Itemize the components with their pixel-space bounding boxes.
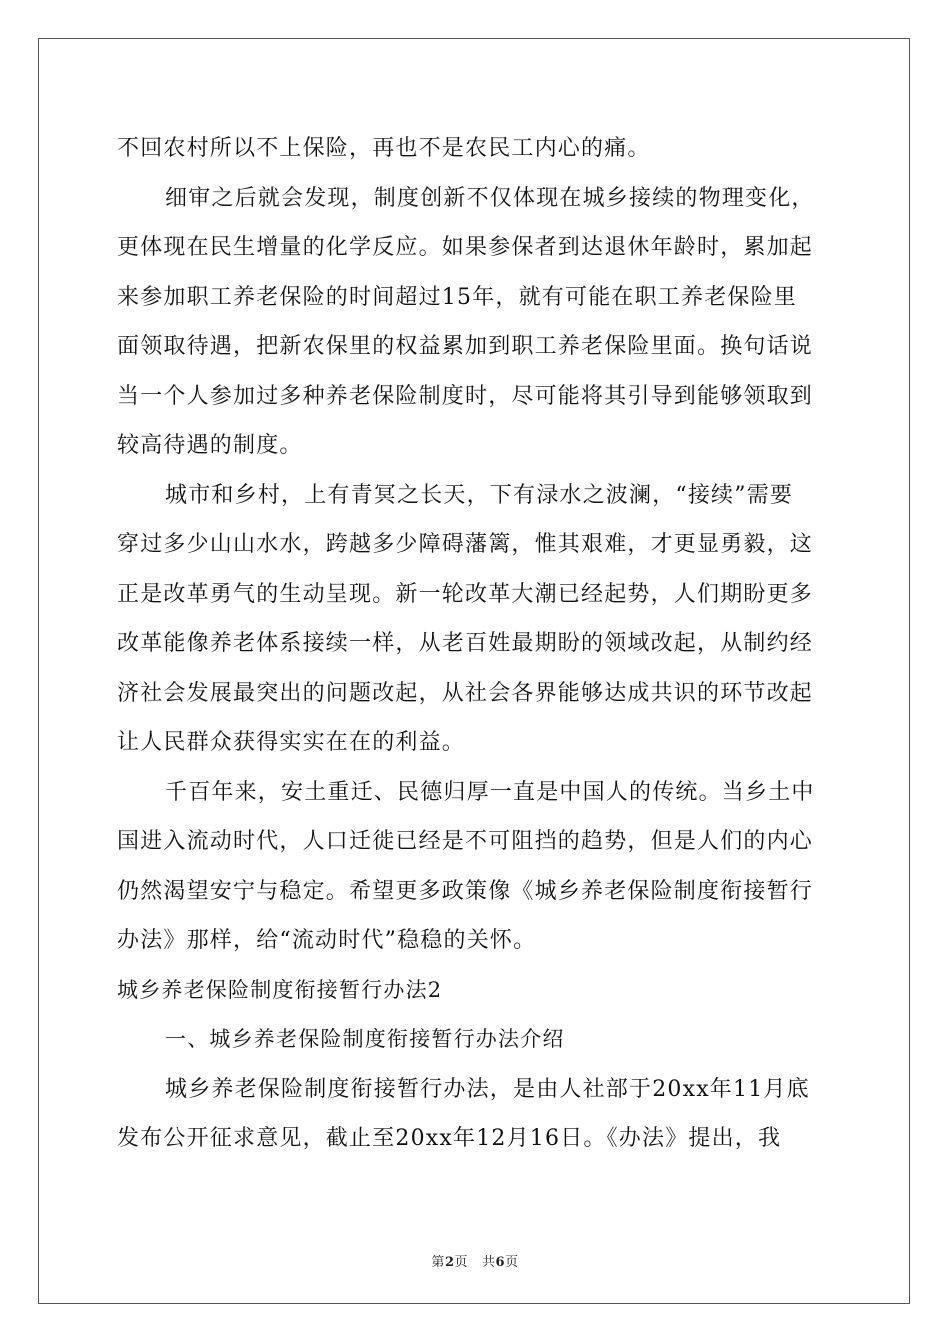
page-prefix: 第 xyxy=(431,1255,445,1270)
text-line: 改革能像养老体系接续一样，从老百姓最期盼的领域改起，从制约经 xyxy=(117,631,814,656)
text-line: 不回农村所以不上保险，再也不是农民工内心的痛。 xyxy=(117,136,651,161)
text-line: 穿过多少山山水水，跨越多少障碍藩篱，惟其艰难，才更显勇毅，这 xyxy=(117,532,814,557)
text-line: 较高待遇的制度。 xyxy=(117,433,303,458)
page-number: 2 xyxy=(444,1255,455,1270)
text-line: 国进入流动时代，人口迁徙已经是不可阻挡的趋势，但是人们的内心 xyxy=(117,829,814,854)
total-prefix: 共 xyxy=(482,1255,496,1270)
total-suffix: 页 xyxy=(505,1255,519,1270)
text-line: 更体现在民生增量的化学反应。如果参保者到达退休年龄时，累加起 xyxy=(117,235,814,260)
paragraph-start-line: 千百年来，安土重迁、民德归厚一直是中国人的传统。当乡土中 xyxy=(165,779,815,805)
text-line: 办法》那样，给“流动时代”稳稳的关怀。 xyxy=(117,928,537,953)
text-line: 济社会发展最突出的问题改起，从社会各界能够达成共识的环节改起 xyxy=(117,680,814,706)
text-line: 正是改革勇气的生动呈现。新一轮改革大潮已经起势，人们期盼更多 xyxy=(117,581,814,607)
text-line: 当一个人参加过多种养老保险制度时，尽可能将其引导到能够领取到 xyxy=(117,383,814,409)
total-pages: 6 xyxy=(495,1255,506,1270)
subsection-title: 一、城乡养老保险制度衔接暂行办法介绍 xyxy=(165,1027,565,1051)
page-suffix: 页 xyxy=(454,1255,468,1270)
paragraph-start-line: 城乡养老保险制度衔接暂行办法，是由人社部于20xx年11月底 xyxy=(165,1076,810,1102)
document-body xyxy=(117,124,837,1164)
text-line: 发布公开征求意见，截止至20xx年12月16日。《办法》提出，我 xyxy=(117,1126,782,1151)
text-line: 面领取待遇，把新农保里的权益累加到职工养老保险里面。换句话说 xyxy=(117,334,814,359)
paragraph-start-line: 细审之后就会发现，制度创新不仅体现在城乡接续的物理变化， xyxy=(165,185,815,211)
page-footer xyxy=(0,1251,950,1270)
paragraph-start-line: 城市和乡村，上有青冥之长天，下有渌水之波澜，“接续”需要 xyxy=(165,482,794,508)
text-line: 让人民群众获得实实在在的利益。 xyxy=(117,730,466,755)
text-line: 仍然渴望安宁与稳定。希望更多政策像《城乡养老保险制度衔接暂行 xyxy=(117,878,814,904)
section-title: 城乡养老保险制度衔接暂行办法2 xyxy=(117,977,443,1002)
text-line: 来参加职工养老保险的时间超过15年，就有可能在职工养老保险里 xyxy=(117,284,797,310)
